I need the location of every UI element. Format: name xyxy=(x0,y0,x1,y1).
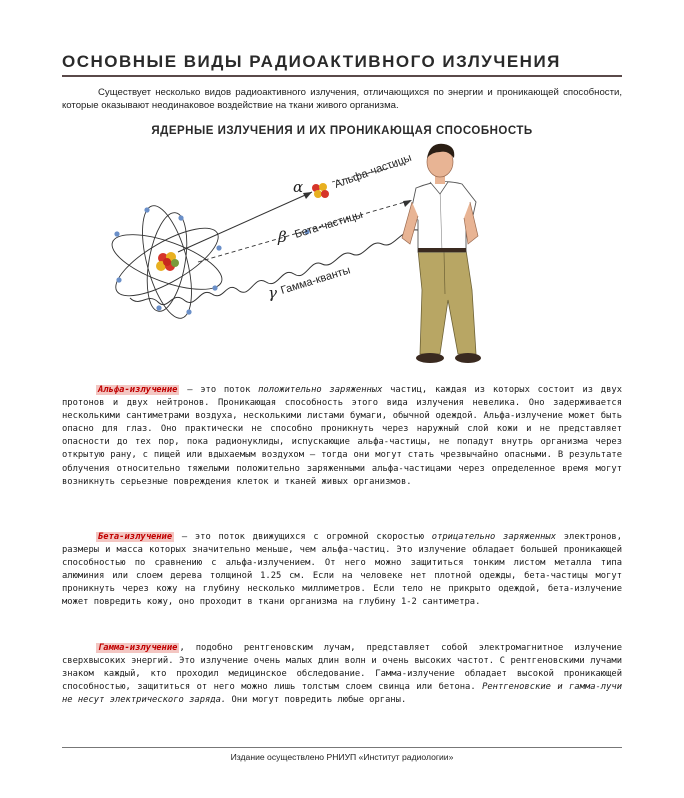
alpha-particle-icon xyxy=(312,183,329,198)
alpha-term: Альфа-излучение xyxy=(98,385,178,395)
alpha-ray xyxy=(178,192,312,252)
beta-symbol: β xyxy=(278,228,287,246)
intro-paragraph: Существует несколько видов радиоактивного излучения, отличающихся по энергии и проникающей способности, которые оказывают неодинаковое воздействие на ткани живого организма. xyxy=(62,87,622,111)
gamma-symbol: γ xyxy=(268,284,277,302)
beta-label: Бета-частицы xyxy=(293,208,365,241)
title-divider xyxy=(62,75,622,77)
footer-divider xyxy=(62,747,622,748)
beta-paragraph: Бета-излучение — это поток движущихся с огромной скоростью отрицательно заряженных электронов, размеры и масса которых значительно меньше, чем альфа-частиц. Это излучение обладает большей проникающей способностью по сравнению с альфа-излучением. От него можно защититься тонким листом металла типа алюминия или слоем дерева толщиной 1.25 см. Если на человеке нет плотной одежды, бета-частицы могут проникнуть через кожу на глубину несколько миллиметров. Если тело не прикрыто одеждой, бета-излучение может повредить кожу, оно проходит в ткани организма на глубину 1-2 сантиметра. xyxy=(62,532,622,608)
footer-text: Издание осуществлено РНИУП «Институт радиологии» xyxy=(230,752,454,762)
radiation-illustration xyxy=(100,140,520,372)
alpha-symbol: α xyxy=(293,178,304,196)
figure-title: ЯДЕРНЫЕ ИЗЛУЧЕНИЯ И ИХ ПРОНИКАЮЩАЯ СПОСОБНОСТЬ xyxy=(151,125,533,137)
gamma-paragraph: Гамма-излучение , подобно рентгеновским лучам, представляет собой электромагнитное излучение сверхвысоких энергий. Это излучение очень малых длин волн и очень высоких частот. С рентгеновскими лучами знаком каждый, кто проходил медицинское обследование. Гамма-излучение обладает высокой проникающей способностью, защититься от него можно лишь толстым слоем свинца или бетона. Рентгеновские и гамма-лучи не несут электрического заряда. Они могут повредить любые органы. xyxy=(62,643,622,706)
alpha-label: Альфа-частицы xyxy=(332,151,414,191)
page-title: ОСНОВНЫЕ ВИДЫ РАДИОАКТИВНОГО ИЗЛУЧЕНИЯ xyxy=(62,52,561,71)
gamma-term: Гамма-излучение xyxy=(98,643,178,653)
atom-icon xyxy=(106,201,229,323)
gamma-label: Гамма-кванты xyxy=(279,264,352,297)
man-figure xyxy=(402,144,481,363)
beta-term: Бета-излучение xyxy=(98,532,173,542)
alpha-paragraph: Альфа-излучение — это поток положительно заряженных частиц, каждая из которых состоит из двух протонов и двух нейтронов. Проникающая способность этого вида излучения невелика. Оно задерживается несколькими сантиметрами воздуха, несколькими листами бумаги, обычной одеждой. Альфа-излучение может быть опасно для глаз. Оно практически не способно проникнуть через наружный слой кожи и не представляет опасности до тех пор, пока радионуклиды, испускающие альфа-частицы, не попадут внутрь организма через открытую рану, с пищей или вдыхаемым воздухом — тогда они могут стать чрезвычайно опасными. В результате облучения относительно тяжелыми положительно заряженными альфа-частицами через определенное время могут возникнуть серьезные повреждения клеток и тканей живых организмов. xyxy=(62,385,622,487)
